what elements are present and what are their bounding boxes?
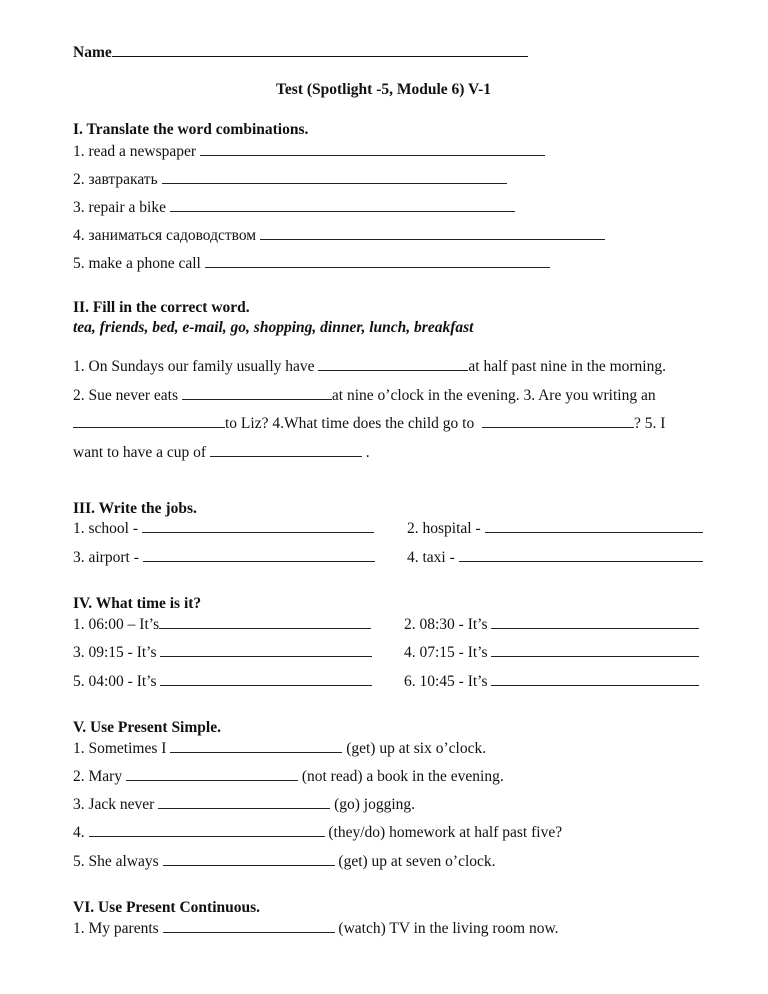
word-bank: tea, friends, bed, e-mail, go, shopping, dinner, lunch, breakfast (73, 319, 474, 336)
section1-item-3: 3. repair a bike (73, 198, 515, 216)
name-field (73, 43, 528, 61)
section1-item-5: 5. make a phone call (73, 254, 550, 272)
answer-line[interactable] (182, 386, 332, 400)
section2-line-1: 1. On Sundays our family usually have at half past nine in the morning. (73, 358, 666, 375)
answer-line[interactable] (163, 919, 335, 933)
section1-heading: I. Translate the word combinations. (73, 121, 309, 138)
answer-line[interactable] (200, 142, 545, 156)
answer-line[interactable] (170, 739, 342, 753)
page-title: Test (Spotlight -5, Module 6) V-1 (276, 81, 492, 98)
answer-line[interactable] (491, 615, 699, 629)
section5-heading: V. Use Present Simple. (73, 719, 221, 736)
section3-heading: III. Write the jobs. (73, 500, 197, 517)
section6-heading: VI. Use Present Continuous. (73, 899, 261, 916)
name-label: Name (73, 44, 112, 61)
answer-line[interactable] (143, 548, 375, 562)
answer-line[interactable] (158, 795, 330, 809)
section3-item-4: 4. taxi - (407, 548, 703, 566)
section1-item-4: 4. заниматься садоводством (73, 226, 605, 244)
answer-line[interactable] (459, 548, 703, 562)
answer-line[interactable] (485, 519, 703, 533)
answer-line[interactable] (89, 823, 325, 837)
answer-line[interactable] (142, 519, 374, 533)
answer-line[interactable] (162, 170, 507, 184)
answer-line[interactable] (159, 615, 371, 629)
section5-item-3: 3. Jack never (go) jogging. (73, 796, 416, 813)
name-input-line[interactable] (112, 43, 528, 57)
answer-line[interactable] (318, 357, 468, 371)
section4-item-2: 2. 08:30 - It’s (404, 615, 699, 633)
section4-item-4: 4. 07:15 - It’s (404, 643, 699, 661)
section5-item-4: 4. (they/do) homework at half past five? (73, 824, 563, 841)
section5-item-5: 5. She always (get) up at seven o’clock. (73, 853, 496, 870)
section2-line-4: want to have a cup of . (73, 444, 370, 461)
answer-line[interactable] (205, 254, 550, 268)
section3-item-1: 1. school - (73, 519, 374, 537)
section1-item-2: 2. завтракать (73, 170, 507, 188)
section5-item-1: 1. Sometimes I (get) up at six o’clock. (73, 740, 487, 757)
answer-line[interactable] (73, 414, 225, 428)
section4-heading: IV. What time is it? (73, 595, 202, 612)
answer-line[interactable] (260, 226, 605, 240)
section3-item-2: 2. hospital - (407, 519, 703, 537)
answer-line[interactable] (126, 767, 298, 781)
section2-line-3: to Liz? 4.What time does the child go to ? 5. I (73, 414, 665, 432)
answer-line[interactable] (160, 643, 372, 657)
section4-item-1: 1. 06:00 – It’s (73, 615, 371, 633)
section4-item-6: 6. 10:45 - It’s (404, 672, 699, 690)
answer-line[interactable] (170, 198, 515, 212)
section5-item-2: 2. Mary (not read) a book in the evening. (73, 768, 504, 785)
answer-line[interactable] (491, 643, 699, 657)
answer-line[interactable] (163, 852, 335, 866)
section2-heading: II. Fill in the correct word. (73, 299, 250, 316)
section1-item-1: 1. read a newspaper (73, 142, 545, 160)
section2-line-2: 2. Sue never eats at nine o’clock in the evening. 3. Are you writing an (73, 387, 656, 404)
section4-item-3: 3. 09:15 - It’s (73, 643, 372, 661)
answer-line[interactable] (210, 443, 362, 457)
answer-line[interactable] (482, 414, 634, 428)
answer-line[interactable] (160, 672, 372, 686)
section4-item-5: 5. 04:00 - It’s (73, 672, 372, 690)
section6-item-1: 1. My parents (watch) TV in the living room now. (73, 920, 559, 937)
answer-line[interactable] (491, 672, 699, 686)
section3-item-3: 3. airport - (73, 548, 375, 566)
